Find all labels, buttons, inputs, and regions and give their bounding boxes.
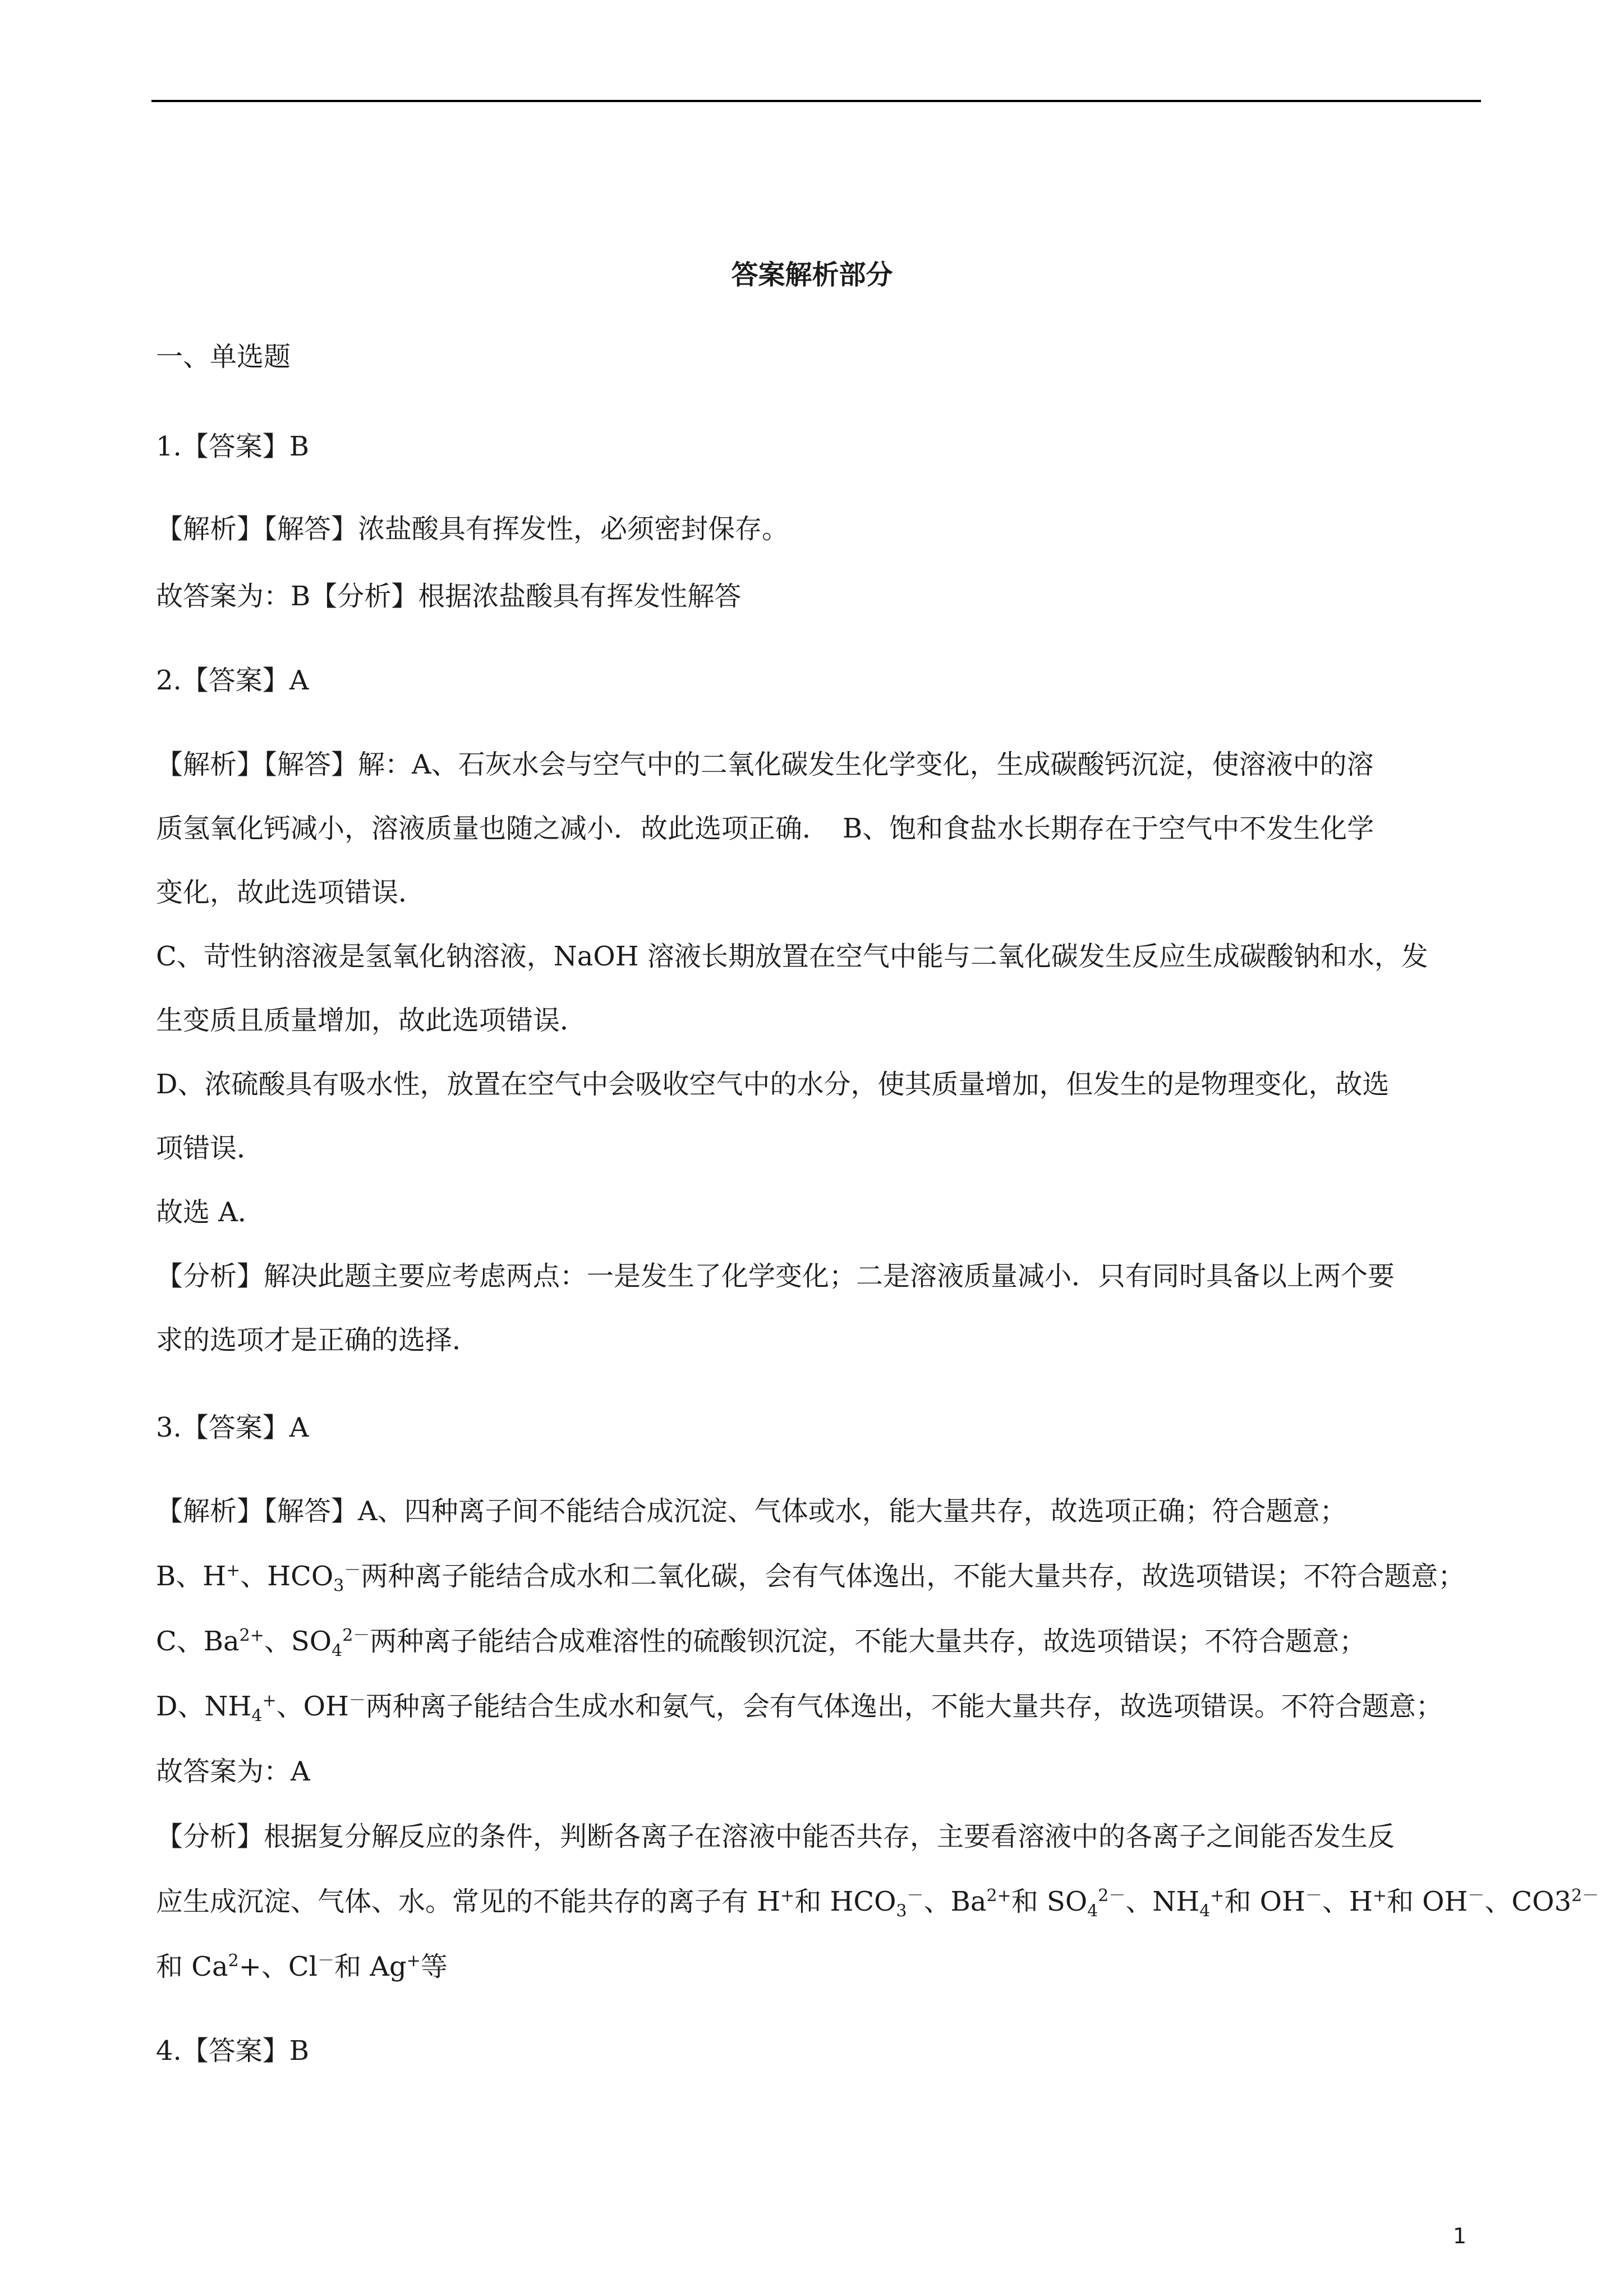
q3-conclusion: 故答案为：A: [156, 1756, 310, 1787]
q4-answer: 4.【答案】B: [156, 2035, 310, 2067]
q3-analysis-line: 【分析】根据复分解反应的条件，判断各离子在溶液中能否共存，主要看溶液中的各离子之间能否发生反: [156, 1821, 1395, 1852]
page-number: 1: [1453, 2224, 1467, 2248]
q2-explanation-line: 【分析】解决此题主要应考虑两点：一是发生了化学变化；二是溶液质量减小．只有同时具备以上两个要: [156, 1260, 1395, 1292]
q3-explanation-line: 【解析】【解答】A、四种离子间不能结合成沉淀、气体或水，能大量共存，故选项正确；符合题意；: [156, 1496, 1347, 1527]
q2-explanation-line: 生变质且质量增加，故此选项错误．: [156, 1005, 587, 1036]
q3-analysis-line: 和 $Ca^2+$、Cl－和 Ag+等: [156, 1951, 448, 1982]
q2-explanation-line: 求的选项才是正确的选择．: [156, 1324, 480, 1356]
q3-analysis-line: 应生成沉淀、气体、水。常见的不能共存的离子有 H+和 $HCO_3^-$、$Ba^{2+}$和 $SO_4^{2-}$、$NH_4^+$和 OH－、H+和 OH－、$CO3^{2-}$: [156, 1886, 1599, 1921]
q1-explanation-line: 故答案为：B【分析】根据浓盐酸具有挥发性解答: [156, 581, 742, 612]
q2-explanation-line: C、苛性钠溶液是氢氧化钠溶液，NaOH 溶液长期放置在空气中能与二氧化碳发生反应生成碳酸钠和水，发: [156, 941, 1428, 972]
section-heading: 一、单选题: [156, 341, 291, 372]
q2-explanation-line: D、浓硫酸具有吸水性，放置在空气中会吸收空气中的水分，使其质量增加，但发生的是物理变化，故选: [156, 1069, 1390, 1100]
q2-explanation-line: 变化，故此选项错误．: [156, 877, 426, 908]
page-title: 答案解析部分: [731, 259, 893, 291]
q2-explanation-line: 【解析】【解答】解：A、石灰水会与空气中的二氧化碳发生化学变化，生成碳酸钙沉淀，使溶液中的溶: [156, 749, 1374, 780]
q3-option-d-line: D、$NH_4^+$、OH－两种离子能结合生成水和氨气，会有气体逸出，不能大量共存，故选项错误。不符合题意；: [156, 1691, 1443, 1726]
q3-option-b-line: B、H+、$HCO_3^-$两种离子能结合成水和二氧化碳，会有气体逸出，不能大量共存，故选项错误；不符合题意；: [156, 1561, 1465, 1596]
q3-option-c-line: C、$Ba^{2+}$、$SO_4^{2-}$两种离子能结合成难溶性的硫酸钡沉淀，不能大量共存，故选项错误；不符合题意；: [156, 1626, 1367, 1661]
q1-explanation-line: 【解析】【解答】浓盐酸具有挥发性，必须密封保存。: [156, 513, 789, 545]
header-rule: [151, 100, 1481, 102]
q2-explanation-line: 项错误．: [156, 1133, 264, 1164]
q3-answer: 3.【答案】A: [156, 1412, 309, 1443]
q2-explanation-line: 故选 A．: [156, 1197, 265, 1228]
q2-answer: 2.【答案】A: [156, 665, 309, 696]
q1-answer: 1.【答案】B: [156, 431, 310, 462]
q2-explanation-line: 质氢氧化钙减小，溶液质量也随之减小．故此选项正确． B、饱和食盐水长期存在于空气中不发生化学: [156, 813, 1374, 844]
